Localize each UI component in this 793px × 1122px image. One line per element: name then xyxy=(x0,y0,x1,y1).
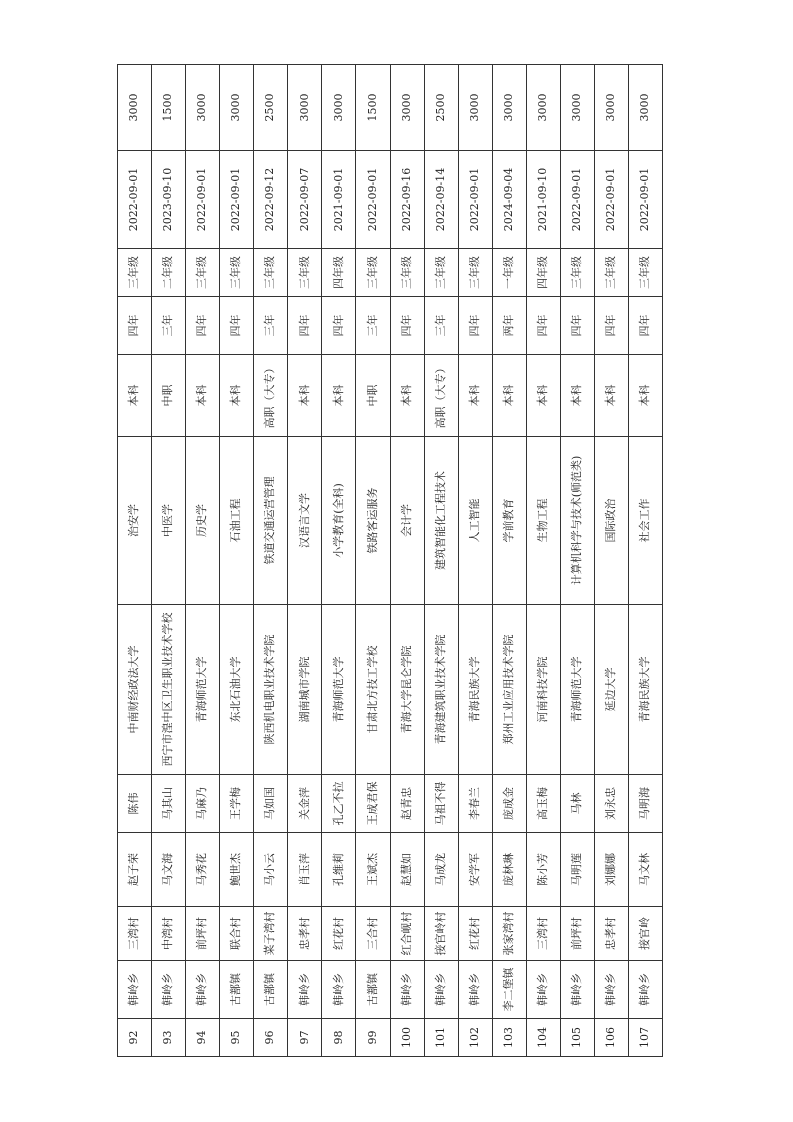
guardian-name-cell: 赵青忠 xyxy=(390,775,424,833)
student-name-cell: 马小云 xyxy=(254,833,288,907)
amount-cell: 3000 xyxy=(220,65,254,151)
row-number-cell: 94 xyxy=(186,1019,220,1057)
town-cell: 韩岭乡 xyxy=(322,961,356,1019)
student-name-cell: 陈小芳 xyxy=(526,833,560,907)
amount-cell: 3000 xyxy=(492,65,526,151)
table-row xyxy=(594,65,628,1057)
education-level-cell: 本科 xyxy=(390,355,424,437)
education-level-cell: 本科 xyxy=(220,355,254,437)
grade-cell: 三年级 xyxy=(390,249,424,297)
student-name-cell: 王斌杰 xyxy=(356,833,390,907)
table-body xyxy=(118,65,663,1057)
village-cell: 三湾村 xyxy=(526,907,560,961)
village-cell: 红合岘村 xyxy=(390,907,424,961)
major-cell: 会计学 xyxy=(390,437,424,605)
education-level-cell: 本科 xyxy=(322,355,356,437)
school-cell: 河南科技学院 xyxy=(526,605,560,775)
school-cell: 中南财经政法大学 xyxy=(118,605,152,775)
enrollment-date-cell: 2022-09-16 xyxy=(390,151,424,249)
guardian-name-cell: 李春兰 xyxy=(458,775,492,833)
education-level-cell: 本科 xyxy=(628,355,662,437)
guardian-name-cell: 马麻乃 xyxy=(186,775,220,833)
town-cell: 韩岭乡 xyxy=(390,961,424,1019)
row-number-cell: 106 xyxy=(594,1019,628,1057)
enrollment-date-cell: 2021-09-10 xyxy=(526,151,560,249)
enrollment-date-cell: 2022-09-12 xyxy=(254,151,288,249)
guardian-name-cell: 孔乙不拉 xyxy=(322,775,356,833)
town-cell: 韩岭乡 xyxy=(560,961,594,1019)
table-row xyxy=(492,65,526,1057)
school-cell: 东北石油大学 xyxy=(220,605,254,775)
education-level-cell: 本科 xyxy=(560,355,594,437)
row-number-cell: 99 xyxy=(356,1019,390,1057)
amount-cell: 3000 xyxy=(390,65,424,151)
village-cell: 接官岭 xyxy=(628,907,662,961)
grade-cell: 三年级 xyxy=(288,249,322,297)
amount-cell: 2500 xyxy=(254,65,288,151)
amount-cell: 3000 xyxy=(628,65,662,151)
program-length-cell: 三年 xyxy=(424,297,458,355)
grade-cell: 三年级 xyxy=(118,249,152,297)
school-cell: 青海师范大学 xyxy=(186,605,220,775)
school-cell: 青海师范大学 xyxy=(560,605,594,775)
enrollment-date-cell: 2022-09-01 xyxy=(118,151,152,249)
student-name-cell: 孔维莉 xyxy=(322,833,356,907)
program-length-cell: 三年 xyxy=(254,297,288,355)
school-cell: 陕西机电职业技术学院 xyxy=(254,605,288,775)
major-cell: 计算机科学与技术(师范类) xyxy=(560,437,594,605)
town-cell: 韩岭乡 xyxy=(152,961,186,1019)
amount-cell: 3000 xyxy=(560,65,594,151)
program-length-cell: 三年 xyxy=(356,297,390,355)
village-cell: 前坪村 xyxy=(186,907,220,961)
guardian-name-cell: 马如国 xyxy=(254,775,288,833)
education-level-cell: 本科 xyxy=(118,355,152,437)
student-name-cell: 马秀花 xyxy=(186,833,220,907)
guardian-name-cell: 高玉梅 xyxy=(526,775,560,833)
town-cell: 古鄯镇 xyxy=(254,961,288,1019)
student-name-cell: 肖玉萍 xyxy=(288,833,322,907)
grade-cell: 四年级 xyxy=(526,249,560,297)
major-cell: 汉语言文学 xyxy=(288,437,322,605)
program-length-cell: 四年 xyxy=(118,297,152,355)
student-aid-table xyxy=(117,64,663,1057)
major-cell: 铁道交通运营管理 xyxy=(254,437,288,605)
guardian-name-cell: 王学梅 xyxy=(220,775,254,833)
town-cell: 韩岭乡 xyxy=(424,961,458,1019)
grade-cell: 三年级 xyxy=(560,249,594,297)
village-cell: 菜子湾村 xyxy=(254,907,288,961)
program-length-cell: 四年 xyxy=(526,297,560,355)
village-cell: 接官岭村 xyxy=(424,907,458,961)
program-length-cell: 三年 xyxy=(152,297,186,355)
amount-cell: 3000 xyxy=(594,65,628,151)
rotated-table-wrapper xyxy=(117,65,663,1057)
student-name-cell: 马明莲 xyxy=(560,833,594,907)
village-cell: 联合村 xyxy=(220,907,254,961)
education-level-cell: 本科 xyxy=(492,355,526,437)
school-cell: 青海大学昆仑学院 xyxy=(390,605,424,775)
row-number-cell: 97 xyxy=(288,1019,322,1057)
program-length-cell: 两年 xyxy=(492,297,526,355)
table-row xyxy=(526,65,560,1057)
student-name-cell: 马文海 xyxy=(152,833,186,907)
row-number-cell: 107 xyxy=(628,1019,662,1057)
education-level-cell: 高职（大专） xyxy=(424,355,458,437)
town-cell: 韩岭乡 xyxy=(186,961,220,1019)
row-number-cell: 93 xyxy=(152,1019,186,1057)
school-cell: 青海师范大学 xyxy=(322,605,356,775)
town-cell: 古鄯镇 xyxy=(220,961,254,1019)
grade-cell: 二年级 xyxy=(152,249,186,297)
education-level-cell: 本科 xyxy=(458,355,492,437)
village-cell: 忠孝村 xyxy=(594,907,628,961)
school-cell: 西宁市湟中区卫生职业技术学校 xyxy=(152,605,186,775)
major-cell: 学前教育 xyxy=(492,437,526,605)
row-number-cell: 92 xyxy=(118,1019,152,1057)
town-cell: 韩岭乡 xyxy=(594,961,628,1019)
row-number-cell: 96 xyxy=(254,1019,288,1057)
town-cell: 韩岭乡 xyxy=(118,961,152,1019)
major-cell: 生物工程 xyxy=(526,437,560,605)
row-number-cell: 105 xyxy=(560,1019,594,1057)
table-row xyxy=(118,65,152,1057)
village-cell: 红花村 xyxy=(322,907,356,961)
amount-cell: 3000 xyxy=(118,65,152,151)
major-cell: 历史学 xyxy=(186,437,220,605)
school-cell: 湖南城市学院 xyxy=(288,605,322,775)
row-number-cell: 98 xyxy=(322,1019,356,1057)
enrollment-date-cell: 2022-09-01 xyxy=(356,151,390,249)
village-cell: 红花村 xyxy=(458,907,492,961)
table-row xyxy=(560,65,594,1057)
grade-cell: 三年级 xyxy=(424,249,458,297)
grade-cell: 三年级 xyxy=(628,249,662,297)
program-length-cell: 四年 xyxy=(220,297,254,355)
grade-cell: 四年级 xyxy=(322,249,356,297)
amount-cell: 3000 xyxy=(526,65,560,151)
education-level-cell: 高职（大专） xyxy=(254,355,288,437)
enrollment-date-cell: 2023-09-10 xyxy=(152,151,186,249)
school-cell: 甘肃北方技工学校 xyxy=(356,605,390,775)
row-number-cell: 104 xyxy=(526,1019,560,1057)
grade-cell: 一年级 xyxy=(492,249,526,297)
table-row xyxy=(424,65,458,1057)
school-cell: 延边大学 xyxy=(594,605,628,775)
student-name-cell: 马成龙 xyxy=(424,833,458,907)
table-row xyxy=(152,65,186,1057)
table-row xyxy=(288,65,322,1057)
guardian-name-cell: 王成君保 xyxy=(356,775,390,833)
guardian-name-cell: 刘永忠 xyxy=(594,775,628,833)
enrollment-date-cell: 2022-09-01 xyxy=(186,151,220,249)
grade-cell: 三年级 xyxy=(220,249,254,297)
education-level-cell: 中职 xyxy=(356,355,390,437)
student-name-cell: 赵慧如 xyxy=(390,833,424,907)
program-length-cell: 四年 xyxy=(560,297,594,355)
table-row xyxy=(186,65,220,1057)
amount-cell: 1500 xyxy=(152,65,186,151)
row-number-cell: 102 xyxy=(458,1019,492,1057)
table-row xyxy=(322,65,356,1057)
table-row xyxy=(458,65,492,1057)
row-number-cell: 103 xyxy=(492,1019,526,1057)
town-cell: 韩岭乡 xyxy=(526,961,560,1019)
town-cell: 李二堡镇 xyxy=(492,961,526,1019)
school-cell: 青海建筑职业技术学院 xyxy=(424,605,458,775)
program-length-cell: 四年 xyxy=(288,297,322,355)
grade-cell: 三年级 xyxy=(186,249,220,297)
grade-cell: 三年级 xyxy=(356,249,390,297)
grade-cell: 三年级 xyxy=(458,249,492,297)
village-cell: 中湾村 xyxy=(152,907,186,961)
amount-cell: 3000 xyxy=(288,65,322,151)
table-row xyxy=(254,65,288,1057)
village-cell: 三合村 xyxy=(356,907,390,961)
program-length-cell: 四年 xyxy=(628,297,662,355)
village-cell: 前坪村 xyxy=(560,907,594,961)
guardian-name-cell: 马其山 xyxy=(152,775,186,833)
enrollment-date-cell: 2022-09-01 xyxy=(560,151,594,249)
program-length-cell: 四年 xyxy=(390,297,424,355)
enrollment-date-cell: 2024-09-04 xyxy=(492,151,526,249)
guardian-name-cell: 庞成金 xyxy=(492,775,526,833)
row-number-cell: 95 xyxy=(220,1019,254,1057)
enrollment-date-cell: 2022-09-01 xyxy=(594,151,628,249)
village-cell: 忠孝村 xyxy=(288,907,322,961)
student-name-cell: 马文林 xyxy=(628,833,662,907)
amount-cell: 3000 xyxy=(186,65,220,151)
education-level-cell: 本科 xyxy=(526,355,560,437)
enrollment-date-cell: 2022-09-01 xyxy=(628,151,662,249)
school-cell: 青海民族大学 xyxy=(628,605,662,775)
major-cell: 国际政治 xyxy=(594,437,628,605)
education-level-cell: 本科 xyxy=(186,355,220,437)
table-row xyxy=(356,65,390,1057)
guardian-name-cell: 马明海 xyxy=(628,775,662,833)
program-length-cell: 四年 xyxy=(186,297,220,355)
table-row xyxy=(628,65,662,1057)
amount-cell: 3000 xyxy=(322,65,356,151)
major-cell: 中医学 xyxy=(152,437,186,605)
guardian-name-cell: 马林 xyxy=(560,775,594,833)
grade-cell: 三年级 xyxy=(594,249,628,297)
major-cell: 社会工作 xyxy=(628,437,662,605)
education-level-cell: 本科 xyxy=(288,355,322,437)
student-name-cell: 安学军 xyxy=(458,833,492,907)
amount-cell: 3000 xyxy=(458,65,492,151)
major-cell: 铁路客运服务 xyxy=(356,437,390,605)
education-level-cell: 中职 xyxy=(152,355,186,437)
major-cell: 人工智能 xyxy=(458,437,492,605)
enrollment-date-cell: 2021-09-01 xyxy=(322,151,356,249)
table-row xyxy=(220,65,254,1057)
major-cell: 石油工程 xyxy=(220,437,254,605)
student-name-cell: 庞林琳 xyxy=(492,833,526,907)
town-cell: 古鄯镇 xyxy=(356,961,390,1019)
major-cell: 建筑智能化工程技术 xyxy=(424,437,458,605)
student-name-cell: 赵子荣 xyxy=(118,833,152,907)
row-number-cell: 100 xyxy=(390,1019,424,1057)
village-cell: 张家湾村 xyxy=(492,907,526,961)
guardian-name-cell: 陈伟 xyxy=(118,775,152,833)
town-cell: 韩岭乡 xyxy=(628,961,662,1019)
town-cell: 韩岭乡 xyxy=(288,961,322,1019)
town-cell: 韩岭乡 xyxy=(458,961,492,1019)
program-length-cell: 四年 xyxy=(594,297,628,355)
education-level-cell: 本科 xyxy=(594,355,628,437)
village-cell: 三湾村 xyxy=(118,907,152,961)
program-length-cell: 四年 xyxy=(458,297,492,355)
enrollment-date-cell: 2022-09-01 xyxy=(220,151,254,249)
major-cell: 治安学 xyxy=(118,437,152,605)
enrollment-date-cell: 2022-09-14 xyxy=(424,151,458,249)
guardian-name-cell: 马祖不得 xyxy=(424,775,458,833)
enrollment-date-cell: 2022-09-01 xyxy=(458,151,492,249)
amount-cell: 1500 xyxy=(356,65,390,151)
row-number-cell: 101 xyxy=(424,1019,458,1057)
program-length-cell: 四年 xyxy=(322,297,356,355)
enrollment-date-cell: 2022-09-07 xyxy=(288,151,322,249)
student-name-cell: 刘娜娜 xyxy=(594,833,628,907)
grade-cell: 三年级 xyxy=(254,249,288,297)
guardian-name-cell: 关金萍 xyxy=(288,775,322,833)
amount-cell: 2500 xyxy=(424,65,458,151)
table-row xyxy=(390,65,424,1057)
school-cell: 青海民族大学 xyxy=(458,605,492,775)
major-cell: 小学教育(全科) xyxy=(322,437,356,605)
school-cell: 郑州工业应用技术学院 xyxy=(492,605,526,775)
student-name-cell: 鲍世杰 xyxy=(220,833,254,907)
